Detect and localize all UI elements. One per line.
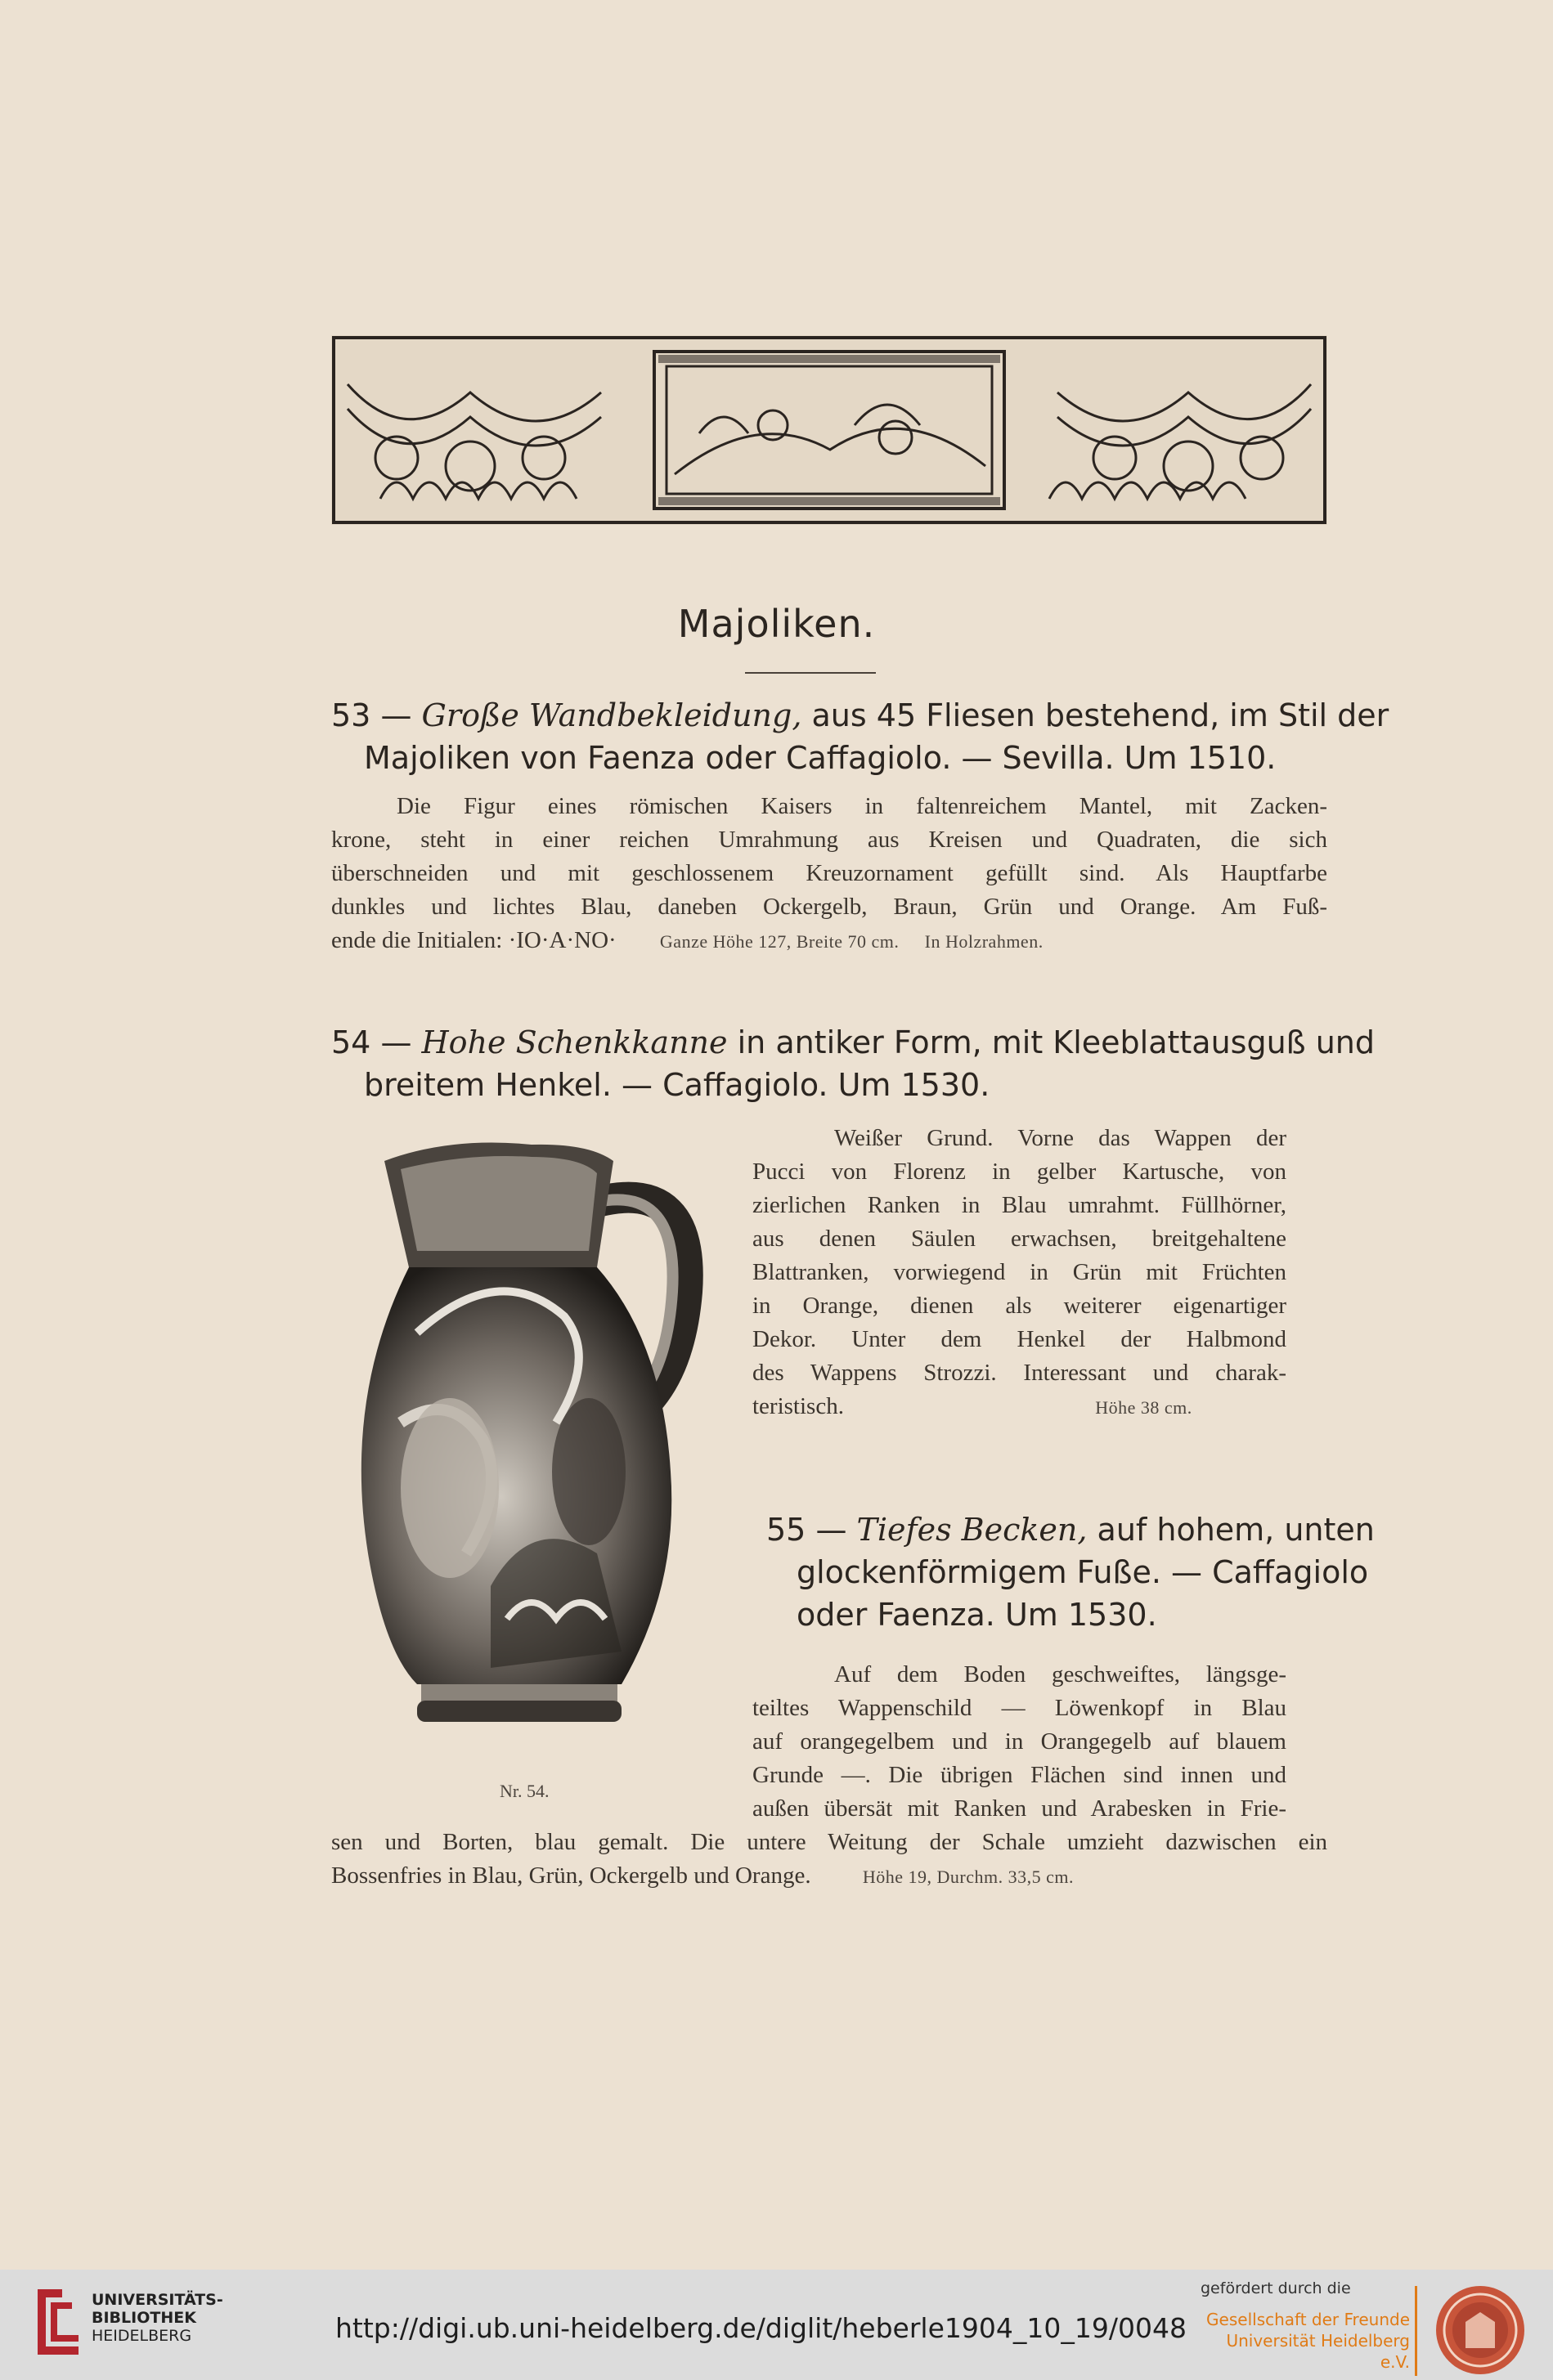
entry-name: Große Wandbekleidung, — [421, 697, 802, 733]
entry-53-description — [331, 790, 1327, 958]
entry-53-heading — [331, 694, 1389, 779]
desc-line: Grunde —. Die übrigen Flächen sind innen und — [752, 1762, 1286, 1788]
desc-last-line: teristisch. — [752, 1393, 844, 1419]
footer-bar — [0, 2270, 1553, 2380]
entry-heading-line2: glockenförmigem Fuße. — Caffagiolo — [797, 1554, 1369, 1590]
desc-line: krone, steht in einer reichen Umrahmung aus Kreisen und Quadraten, die sich — [331, 827, 1327, 853]
desc-line: Weißer Grund. Vorne das Wappen der — [834, 1125, 1286, 1151]
permalink-url[interactable]: http://digi.ub.uni-heidelberg.de/diglit/heberle1904_10_19/0048 — [335, 2312, 1187, 2344]
page-title: Majoliken. — [677, 602, 876, 646]
sponsor-divider — [1415, 2286, 1417, 2376]
entry-54-description — [752, 1122, 1286, 1424]
desc-line: dunkles und lichtes Blau, daneben Ockergelb, Braun, Grün und Orange. Am Fuß- — [331, 894, 1327, 920]
desc-line: sen und Borten, blau gemalt. Die untere Weitung der Schale umzieht dazwischen ein — [331, 1829, 1327, 1855]
entry-55-description-top — [752, 1658, 1286, 1826]
desc-last-line: Bossenfries in Blau, Grün, Ockergelb und Orange. — [331, 1862, 811, 1889]
dimensions: Ganze Höhe 127, Breite 70 cm. — [659, 931, 900, 952]
desc-line: Die Figur eines römischen Kaisers in faltenreichem Mantel, mit Zacken- — [397, 793, 1327, 819]
sponsor-name — [1202, 2309, 1410, 2373]
desc-line: außen übersät mit Ranken und Arabesken in Frie- — [752, 1795, 1286, 1822]
desc-line: des Wappens Strozzi. Interessant und charak- — [752, 1360, 1286, 1386]
entry-heading-line3: oder Faenza. Um 1530. — [797, 1597, 1157, 1633]
frame-note: In Holzrahmen. — [924, 931, 1044, 952]
jug-photograph — [352, 1128, 703, 1766]
library-logo-icon — [29, 2281, 87, 2363]
desc-line: Pucci von Florenz in gelber Kartusche, von — [752, 1159, 1286, 1185]
desc-line: in Orange, dienen als weiterer eigenartiger — [752, 1293, 1286, 1319]
entry-dash: — — [380, 1024, 412, 1060]
desc-line: überschneiden und mit geschlossenem Kreuzornament gefüllt sind. Als Hauptfarbe — [331, 860, 1327, 886]
ornamental-frieze — [331, 335, 1327, 525]
entry-55-description-bottom — [331, 1826, 1327, 1894]
dimensions: Höhe 38 cm. — [1095, 1397, 1192, 1418]
entry-54-heading — [331, 1021, 1375, 1106]
dimensions: Höhe 19, Durchm. 33,5 cm. — [862, 1867, 1074, 1887]
sponsor-line: Universität Heidelberg e.V. — [1226, 2331, 1410, 2372]
library-line: BIBLIOTHEK — [92, 2309, 196, 2327]
entry-number: 55 — [766, 1512, 806, 1548]
entry-heading-line2: breitem Henkel. — Caffagiolo. Um 1530. — [364, 1067, 990, 1103]
entry-number: 53 — [331, 697, 371, 733]
entry-dash: — — [380, 697, 412, 733]
library-line: HEIDELBERG — [92, 2327, 192, 2345]
title-divider — [745, 672, 876, 674]
sponsor-line: Gesellschaft der Freunde — [1206, 2310, 1410, 2329]
entry-heading-rest: aus 45 Fliesen bestehend, im Stil der — [811, 697, 1389, 733]
entry-name: Hohe Schenkkanne — [421, 1024, 728, 1060]
desc-line: Blattranken, vorwiegend in Grün mit Früchten — [752, 1259, 1286, 1285]
entry-heading-rest: in antiker Form, mit Kleeblattausguß und — [737, 1024, 1375, 1060]
entry-name: Tiefes Becken, — [856, 1512, 1088, 1548]
sponsor-intro: gefördert durch die — [1201, 2279, 1351, 2297]
desc-line: teiltes Wappenschild — Löwenkopf in Blau — [752, 1695, 1286, 1721]
university-seal-icon — [1433, 2283, 1528, 2378]
entry-55-heading — [766, 1508, 1375, 1636]
entry-heading-rest: auf hohem, unten — [1097, 1512, 1375, 1548]
desc-line: auf orangegelbem und in Orangegelb auf blauem — [752, 1728, 1286, 1755]
library-line: UNIVERSITÄTS- — [92, 2291, 223, 2309]
desc-line: zierlichen Ranken in Blau umrahmt. Füllhörner, — [752, 1192, 1286, 1218]
library-name — [92, 2291, 223, 2345]
photo-caption: Nr. 54. — [500, 1781, 550, 1801]
desc-line: Auf dem Boden geschweiftes, längsge- — [834, 1661, 1286, 1688]
entry-heading-line2: Majoliken von Faenza oder Caffagiolo. — Sevilla. Um 1510. — [364, 740, 1277, 776]
desc-line: aus denen Säulen erwachsen, breitgehaltene — [752, 1226, 1286, 1252]
entry-number: 54 — [331, 1024, 371, 1060]
desc-last-line: ende die Initialen: ·IO·A·NO· — [331, 927, 617, 953]
entry-dash: — — [815, 1512, 847, 1548]
desc-line: Dekor. Unter dem Henkel der Halbmond — [752, 1326, 1286, 1352]
